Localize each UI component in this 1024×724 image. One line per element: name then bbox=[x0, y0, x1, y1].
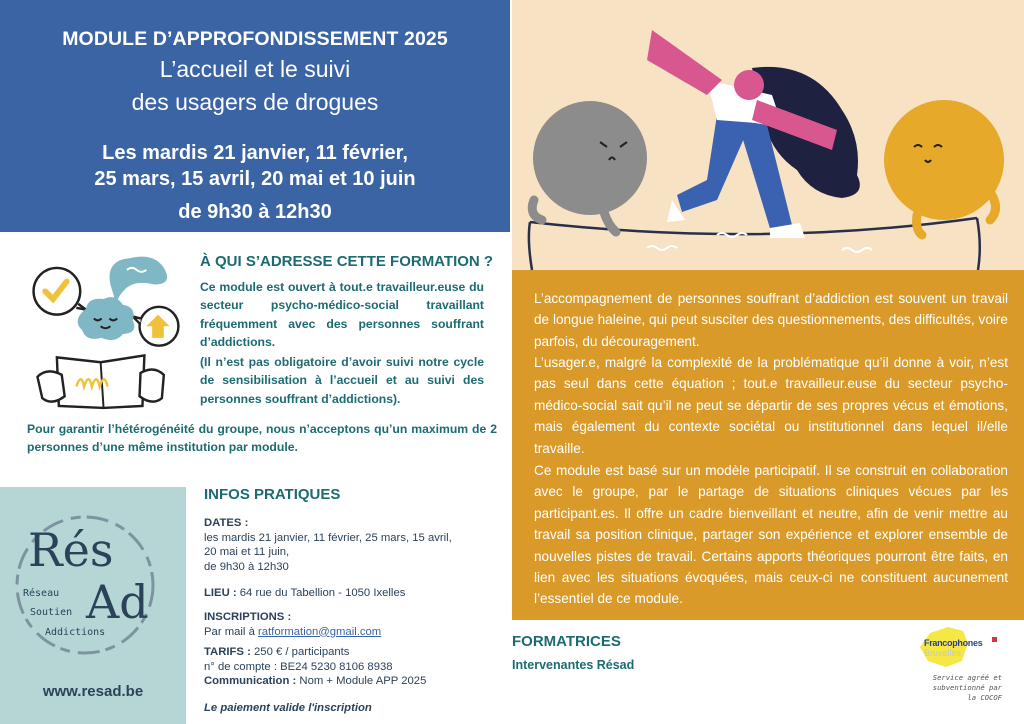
dates-line-1: les mardis 21 janvier, 11 février, 25 mars, 15 avril, bbox=[204, 531, 452, 544]
description-paragraph-2: L’usager.e, malgré la complexité de la problématique qu’il donne à voir, n’est pas seul dans cette équation ; tout.e travailleur.euse du secteur psycho-médico-social sait qu’il ne peut se départir de ses propres vécus et émotions, mais également du contexte sociétal ou institutionnel dans lequel il/elle travaille. bbox=[534, 355, 1008, 456]
inscriptions-prefix: Par mail à bbox=[204, 625, 258, 638]
cocof-note-line-1: Service agréé et bbox=[932, 673, 1002, 682]
cocof-note bbox=[902, 673, 1002, 703]
dates-line-2: 20 mai et 11 juin, bbox=[204, 546, 290, 559]
title-line-1: L’accueil et le suivi bbox=[159, 56, 351, 82]
infos-heading: INFOS PRATIQUES bbox=[204, 486, 341, 503]
logo-line-2: Soutien bbox=[30, 607, 73, 618]
cocof-note-line-3: la COCOF bbox=[967, 693, 1002, 702]
tightrope-illustration bbox=[512, 0, 1024, 270]
logo-line-3: Addictions bbox=[45, 627, 106, 638]
dates-line-2: 25 mars, 15 avril, 20 mai et 10 juin bbox=[94, 168, 416, 190]
tarifs-value: 250 € / participants bbox=[250, 646, 350, 658]
logo-ad: Ad bbox=[86, 575, 149, 629]
logo-line-1: Réseau bbox=[23, 588, 60, 599]
dates-line-3: de 9h30 à 12h30 bbox=[204, 560, 289, 573]
header-banner bbox=[0, 0, 510, 232]
tarifs-block bbox=[204, 645, 426, 689]
hours: de 9h30 à 12h30 bbox=[178, 201, 332, 223]
trainers-subtitle: Intervenantes Résad bbox=[512, 658, 635, 672]
website-link[interactable]: www.resad.be bbox=[42, 683, 144, 700]
email-link[interactable]: ratformation@gmail.com bbox=[258, 625, 382, 638]
lieu-label: LIEU : bbox=[204, 587, 237, 599]
logo-res: Rés bbox=[28, 523, 114, 577]
francophones-bruxelles-logo bbox=[918, 625, 1004, 670]
dates-block bbox=[204, 516, 452, 574]
target-audience-heading: À QUI S’ADRESSE CETTE FORMATION ? bbox=[200, 253, 494, 270]
inscriptions-block bbox=[204, 610, 381, 639]
francophones-label: Francophones bbox=[924, 638, 983, 648]
description-panel bbox=[512, 270, 1024, 620]
lieu-value: 64 rue du Tabellion - 1050 Ixelles bbox=[236, 587, 406, 599]
bruxelles-label: Bruxelles bbox=[924, 648, 962, 658]
payment-note: Le paiement valide l'inscription bbox=[204, 702, 372, 714]
module-kicker: MODULE D’APPROFONDISSEMENT 2025 bbox=[62, 28, 448, 50]
trainers-heading: FORMATRICES bbox=[512, 633, 621, 650]
reading-illustration bbox=[18, 248, 193, 423]
group-policy-paragraph: Pour garantir l’hétérogénéité du groupe, nous n’acceptons qu’un maximum de 2 personnes d’une même institution par module. bbox=[27, 422, 497, 455]
tightrope-illustration-icon bbox=[512, 0, 1024, 270]
account-number: n° de compte : BE24 5230 8106 8938 bbox=[204, 660, 393, 673]
description-paragraph-1: L’accompagnement de personnes souffrant d’addiction est souvent un travail de longue haleine, qui peut susciter des questionnements, des difficultés, voire parfois, du découragement. bbox=[534, 291, 1008, 349]
title-line-2: des usagers de drogues bbox=[131, 89, 379, 115]
inscriptions-label: INSCRIPTIONS : bbox=[204, 611, 292, 623]
description-paragraph-3: Ce module est basé sur un modèle participatif. Il se construit en collaboration avec le groupe, par le partage de situations cliniques vécues par les participant.es. Il offre un cadre bienveillant et neutre, afin de venir mettre au travail sa position clinique, partager son expérience et explorer ensemble de nouvelles pistes de travail. Certains apports théoriques pourront être faits, en lien avec les situations évoquées, mais ceux-ci ne constituent aucunement l’essentiel de ce module. bbox=[534, 463, 1008, 607]
lieu-block bbox=[204, 586, 405, 601]
communication-label: Communication : bbox=[204, 675, 297, 688]
cocof-note-line-2: subventionné par bbox=[932, 683, 1002, 692]
dates-line-1: Les mardis 21 janvier, 11 février, bbox=[102, 142, 408, 164]
communication-value: Nom + Module APP 2025 bbox=[296, 675, 427, 688]
reading-person-icon bbox=[18, 248, 193, 423]
target-paragraph-1: Ce module est ouvert à tout.e travailleur.euse du secteur psycho-médico-social travaillant fréquemment avec des personnes souffrant d’addictions. bbox=[200, 280, 484, 350]
target-paragraph-2: (Il n’est pas obligatoire d’avoir suivi notre cycle de sensibilisation à l’accueil et au suivi des personnes souffrant d’addictions). bbox=[200, 355, 484, 406]
dates-label: DATES : bbox=[204, 517, 249, 529]
tarifs-label: TARIFS : bbox=[204, 646, 251, 658]
